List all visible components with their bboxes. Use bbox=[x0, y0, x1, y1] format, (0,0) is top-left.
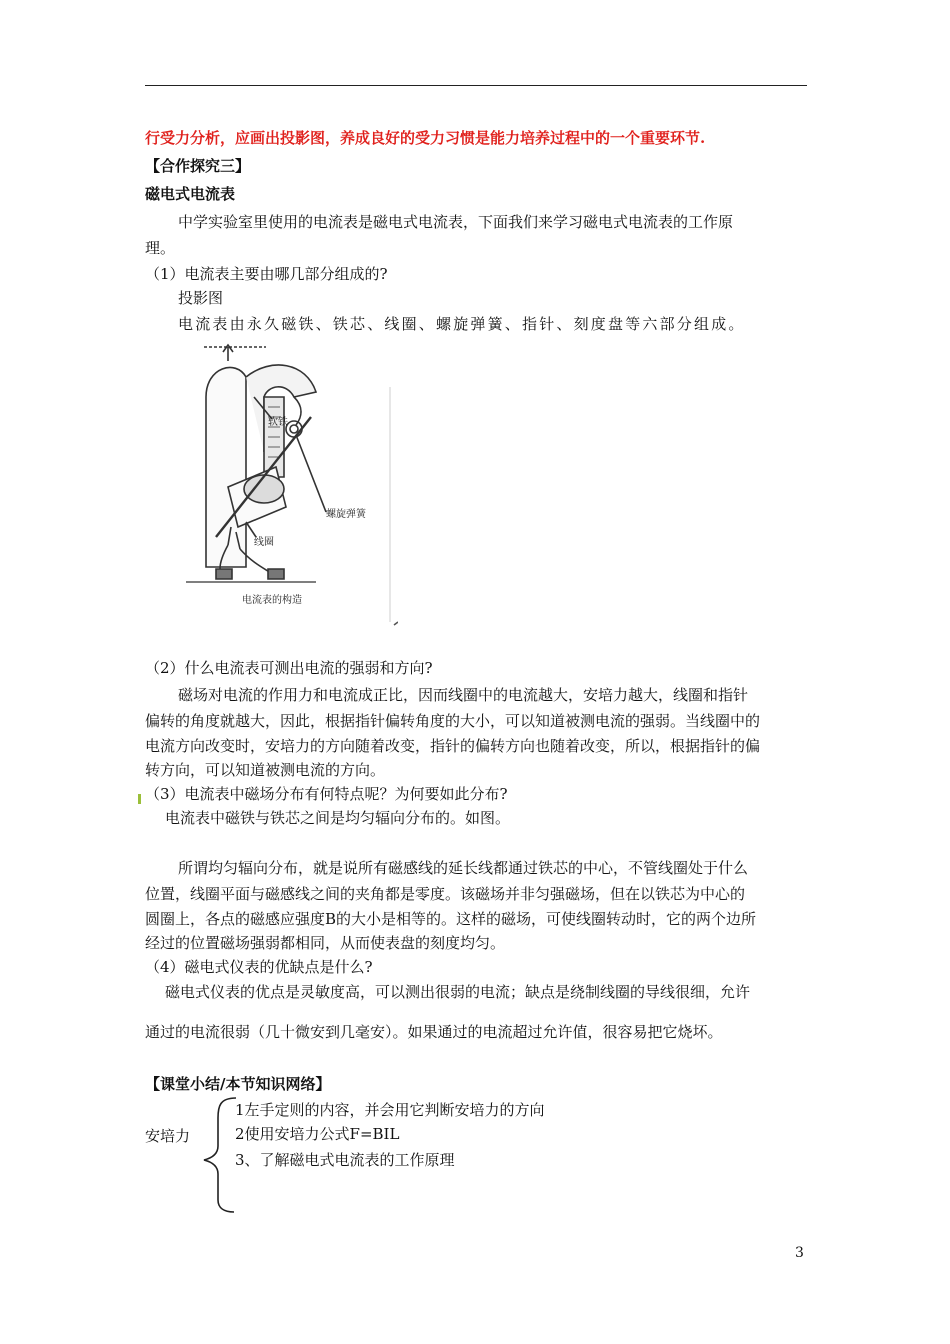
paragraph-line: 投影图 bbox=[178, 289, 224, 307]
summary-heading: 【课堂小结/本节知识网络】 bbox=[145, 1075, 331, 1093]
paragraph-line: 中学实验室里使用的电流表是磁电式电流表，下面我们来学习磁电式电流表的工作原 bbox=[178, 213, 734, 231]
summary-item: 2使用安培力公式F=BIL bbox=[235, 1125, 400, 1143]
header-rule bbox=[145, 85, 807, 86]
paragraph-line: 磁电式仪表的优点是灵敏度高，可以测出很弱的电流；缺点是绕制线圈的导线很细，允许 bbox=[165, 983, 751, 1001]
page-number: 3 bbox=[795, 1245, 804, 1261]
paragraph-line: 经过的位置磁场强弱都相同，从而使表盘的刻度均匀。 bbox=[145, 934, 506, 952]
label-coil: 线圈 bbox=[254, 537, 274, 548]
paragraph-line: 电流表中磁铁与铁芯之间是均匀辐向分布的。如图。 bbox=[165, 809, 511, 827]
paragraph-line: 行受力分析，应画出投影图，养成良好的受力习惯是能力培养过程中的一个重要环节. bbox=[145, 129, 706, 147]
summary-topic: 安培力 bbox=[145, 1127, 191, 1145]
paragraph-line: 理。 bbox=[145, 239, 176, 257]
paragraph-line: 所谓均匀辐向分布，就是说所有磁感线的延长线都通过铁芯的中心，不管线圈处于什么 bbox=[178, 859, 749, 877]
section-heading: 【合作探究三】 bbox=[145, 157, 251, 175]
galvanometer-figure bbox=[176, 337, 398, 630]
subsection-title: 磁电式电流表 bbox=[145, 185, 236, 203]
question-2: （2）什么电流表可测出电流的强弱和方向? bbox=[145, 659, 433, 677]
paragraph-line: 转方向，可以知道被测电流的方向。 bbox=[145, 761, 386, 779]
paragraph-line: 磁场对电流的作用力和电流成正比，因而线圈中的电流越大，安培力越大，线圈和指针 bbox=[178, 686, 749, 704]
paragraph-line: 圆圈上，各点的磁感应强度B的大小是相等的。这样的磁场，可使线圈转动时，它的两个边所 bbox=[145, 910, 757, 928]
summary-item: 1左手定则的内容，并会用它判断安培力的方向 bbox=[235, 1101, 545, 1119]
paragraph-line: 电流表由永久磁铁、铁芯、线圈、螺旋弹簧、指针、刻度盘等六部分组成。 bbox=[178, 315, 746, 333]
paragraph-line: 位置，线圈平面与磁感线之间的夹角都是零度。该磁场并非匀强磁场，但在以铁芯为中心的 bbox=[145, 885, 746, 903]
paragraph-line: 通过的电流很弱（几十微安到几毫安）。如果通过的电流超过允许值，很容易把它烧坏。 bbox=[145, 1023, 723, 1041]
brace-bracket bbox=[200, 1096, 240, 1214]
green-edit-mark bbox=[138, 794, 141, 804]
question-1: （1）电流表主要由哪几部分组成的? bbox=[145, 265, 388, 283]
paragraph-line: 电流方向改变时，安培力的方向随着改变，指针的偏转方向也随着改变，所以，根据指针的偏 bbox=[145, 737, 761, 755]
figure-caption: 电流表的构造 bbox=[242, 595, 302, 606]
label-soft-iron: 软铁 bbox=[268, 417, 288, 428]
paragraph-line: 偏转的角度就越大，因此，根据指针偏转角度的大小，可以知道被测电流的强弱。当线圈中的 bbox=[145, 712, 761, 730]
label-spiral-spring: 螺旋弹簧 bbox=[326, 509, 366, 520]
summary-item: 3、了解磁电式电流表的工作原理 bbox=[235, 1151, 455, 1169]
question-3: （3）电流表中磁场分布有何特点呢？为何要如此分布? bbox=[145, 785, 508, 803]
question-4: （4）磁电式仪表的优缺点是什么? bbox=[145, 958, 373, 976]
